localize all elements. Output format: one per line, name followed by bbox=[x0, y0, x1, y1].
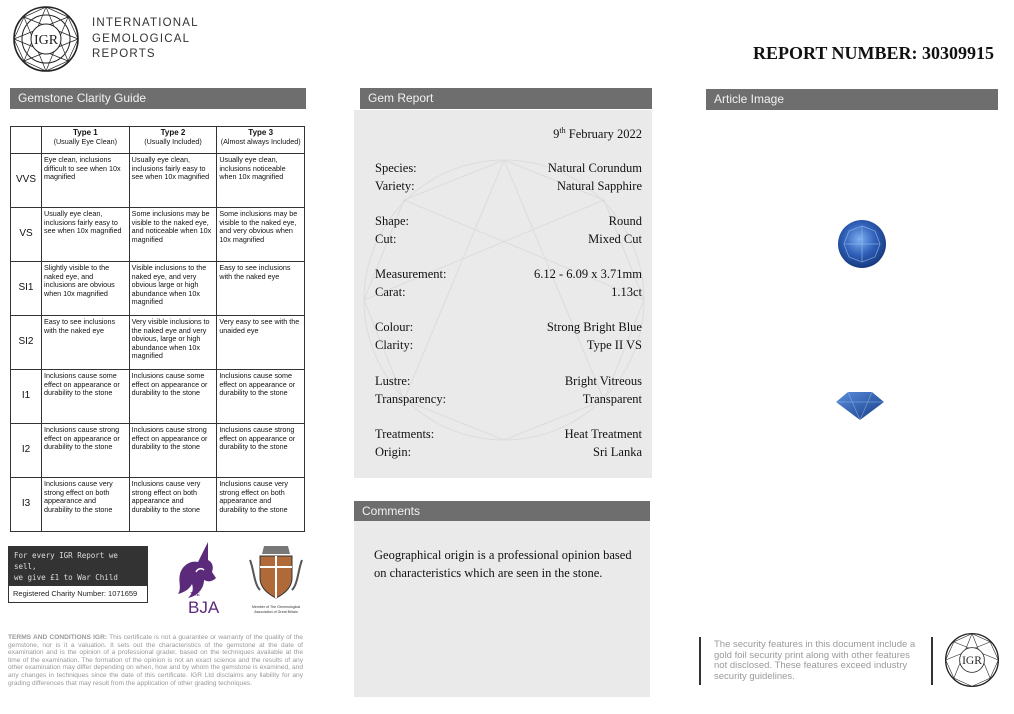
table-cell: Some inclusions may be visible to the naked eye, and very obvious when 10x magnified bbox=[217, 208, 305, 262]
clarity-guide-header: Gemstone Clarity Guide bbox=[10, 88, 306, 109]
field-label-transparency: Transparency: bbox=[375, 392, 447, 406]
table-row bbox=[11, 424, 305, 478]
table-cell: Eye clean, inclusions difficult to see when 10x magnified bbox=[42, 154, 130, 208]
field-value-shape: Round bbox=[608, 214, 642, 228]
field-value-cut: Mixed Cut bbox=[588, 232, 642, 246]
table-cell: Inclusions cause some effect on appearance or durability to the stone bbox=[42, 370, 130, 424]
table-cell: Visible inclusions to the naked eye, and very obvious large or high abundance when 10x magnified bbox=[129, 262, 217, 316]
grade-cell: I1 bbox=[11, 370, 42, 424]
field-label-carat: Carat: bbox=[375, 285, 406, 299]
table-row bbox=[11, 262, 305, 316]
date-suffix: th bbox=[559, 126, 566, 135]
table-cell: Very visible inclusions to the naked eye and very obvious, large or high abundance when 10x magnified bbox=[129, 316, 217, 370]
bja-text: BJA bbox=[188, 598, 220, 616]
crest-caption-2: Association of Great Britain bbox=[254, 610, 298, 614]
logo-small-text: IGR bbox=[962, 655, 982, 668]
field-label-origin: Origin: bbox=[375, 445, 412, 459]
field-label-species: Species: bbox=[375, 161, 417, 175]
field-value-carat: 1.13ct bbox=[611, 285, 642, 299]
table-cell: Inclusions cause very strong effect on both appearance and durability to the stone bbox=[129, 478, 217, 532]
field-label-variety: Variety: bbox=[375, 179, 415, 193]
table-cell: Inclusions cause some effect on appearance or durability to the stone bbox=[129, 370, 217, 424]
terms-heading: TERMS AND CONDITIONS IGR: bbox=[8, 634, 108, 641]
table-cell: Usually eye clean, inclusions noticeable when 10x magnified bbox=[217, 154, 305, 208]
unicorn-icon bbox=[168, 538, 238, 616]
type-sub: (Almost always Included) bbox=[220, 136, 301, 146]
field-value-measurement: 6.12 - 6.09 x 3.71mm bbox=[534, 267, 642, 281]
table-cell: Inclusions cause strong effect on appearance or durability to the stone bbox=[42, 424, 130, 478]
table-cell: Usually eye clean, inclusions fairly easy to see when 10x magnified bbox=[42, 208, 130, 262]
sapphire-top-icon bbox=[834, 216, 890, 272]
grade-cell: I2 bbox=[11, 424, 42, 478]
grade-cell: SI1 bbox=[11, 262, 42, 316]
security-notice: The security features in this document include a gold foil security print along with other features not disclosed. These features exceed industry security guidelines. bbox=[714, 639, 916, 682]
crest-caption-1: Member of The Gemmological bbox=[251, 605, 301, 609]
type-title: Type 3 bbox=[248, 128, 274, 137]
date-day: 9 bbox=[553, 127, 560, 142]
crest-icon bbox=[246, 540, 306, 618]
clarity-header-type1 bbox=[42, 127, 130, 154]
grade-cell: I3 bbox=[11, 478, 42, 532]
table-cell: Some inclusions may be visible to the naked eye, and noticeable when 10x magnified bbox=[129, 208, 217, 262]
security-divider-left bbox=[699, 637, 701, 685]
clarity-header-type3 bbox=[217, 127, 305, 154]
table-row bbox=[11, 316, 305, 370]
table-cell: Slightly visible to the naked eye, and inclusions are obvious when 10x magnified bbox=[42, 262, 130, 316]
type-title: Type 1 bbox=[72, 128, 98, 137]
org-line-3: REPORTS bbox=[92, 48, 156, 60]
field-value-lustre: Bright Vitreous bbox=[564, 374, 642, 388]
table-cell: Easy to see inclusions with the naked eye bbox=[42, 316, 130, 370]
type-title: Type 2 bbox=[160, 128, 186, 137]
logo-text: IGR bbox=[33, 33, 59, 48]
table-cell: Inclusions cause some effect on appearance or durability to the stone bbox=[217, 370, 305, 424]
article-image-header: Article Image bbox=[706, 89, 998, 110]
org-line-1: INTERNATIONAL bbox=[92, 17, 199, 29]
clarity-header-row bbox=[11, 127, 305, 154]
organization-name bbox=[92, 16, 199, 63]
table-row bbox=[11, 370, 305, 424]
field-label-colour: Colour: bbox=[375, 320, 414, 334]
table-cell: Easy to see inclusions with the naked eye bbox=[217, 262, 305, 316]
charity-banner bbox=[8, 546, 148, 585]
grade-cell: SI2 bbox=[11, 316, 42, 370]
report-number: REPORT NUMBER: 30309915 bbox=[752, 43, 994, 63]
igr-logo-icon bbox=[12, 5, 80, 73]
type-sub: (Usually Eye Clean) bbox=[53, 136, 118, 146]
charity-line-2: we give £1 to War Child bbox=[14, 573, 118, 582]
table-row bbox=[11, 208, 305, 262]
gem-report-header: Gem Report bbox=[360, 88, 652, 109]
table-cell: Inclusions cause very strong effect on both appearance and durability to the stone bbox=[42, 478, 130, 532]
table-row bbox=[11, 154, 305, 208]
table-cell: Inclusions cause strong effect on appearance or durability to the stone bbox=[129, 424, 217, 478]
sapphire-side-icon bbox=[832, 388, 888, 422]
field-label-treatments: Treatments: bbox=[375, 427, 435, 441]
date-rest: February 2022 bbox=[565, 127, 642, 142]
table-cell: Very easy to see with the unaided eye bbox=[217, 316, 305, 370]
field-label-cut: Cut: bbox=[375, 232, 397, 246]
clarity-header-type2 bbox=[129, 127, 217, 154]
field-value-origin: Sri Lanka bbox=[593, 445, 642, 459]
field-value-clarity: Type II VS bbox=[586, 338, 642, 352]
table-cell: Inclusions cause very strong effect on both appearance and durability to the stone bbox=[217, 478, 305, 532]
type-sub: (Usually Included) bbox=[144, 136, 202, 146]
table-row bbox=[11, 478, 305, 532]
field-value-variety: Natural Sapphire bbox=[556, 179, 642, 193]
field-value-treatments: Heat Treatment bbox=[564, 427, 642, 441]
comments-header: Comments bbox=[354, 501, 650, 522]
field-value-species: Natural Corundum bbox=[547, 161, 642, 175]
org-line-2: GEMOLOGICAL bbox=[92, 32, 191, 45]
clarity-table bbox=[10, 126, 305, 532]
table-cell: Usually eye clean, inclusions fairly easy to see when 10x magnified bbox=[129, 154, 217, 208]
bja-the: THE bbox=[190, 592, 200, 598]
comments-text: Geographical origin is a professional opinion based on characteristics which are seen in the stone. bbox=[374, 548, 632, 580]
table-cell: Inclusions cause strong effect on appearance or durability to the stone bbox=[217, 424, 305, 478]
charity-registered-number: Registered Charity Number: 1071659 bbox=[8, 585, 148, 603]
field-label-clarity: Clarity: bbox=[375, 338, 414, 352]
charity-line-1: For every IGR Report we sell, bbox=[14, 551, 118, 571]
terms-and-conditions bbox=[8, 634, 303, 687]
field-value-transparency: Transparent bbox=[582, 392, 642, 406]
clarity-corner-cell bbox=[11, 127, 42, 154]
terms-body: This certificate is not a guarantee or warranty of the quality of the gemstone, nor is it a valuation. It sets out the characteristics of the gemstone at the date of examination and is the opinion of a professional grader, based on the techniques available at the time of the examination. The formation of the opinion is not an exact science and the results of any other examination may differ depending on when, how and by whom the gemstone is examined, and any changes in techniques since the date of this certificate. IGR Ltd disclaims any liability for any grading differences that may result from the application of other grading techniques. bbox=[8, 634, 303, 687]
field-label-shape: Shape: bbox=[375, 214, 410, 228]
security-divider-right bbox=[931, 637, 933, 685]
field-label-measurement: Measurement: bbox=[375, 267, 447, 281]
report-date bbox=[553, 126, 642, 142]
grade-cell: VVS bbox=[11, 154, 42, 208]
igr-logo-small-icon bbox=[944, 632, 1000, 688]
grade-cell: VS bbox=[11, 208, 42, 262]
field-value-colour: Strong Bright Blue bbox=[546, 320, 642, 334]
field-label-lustre: Lustre: bbox=[375, 374, 411, 388]
